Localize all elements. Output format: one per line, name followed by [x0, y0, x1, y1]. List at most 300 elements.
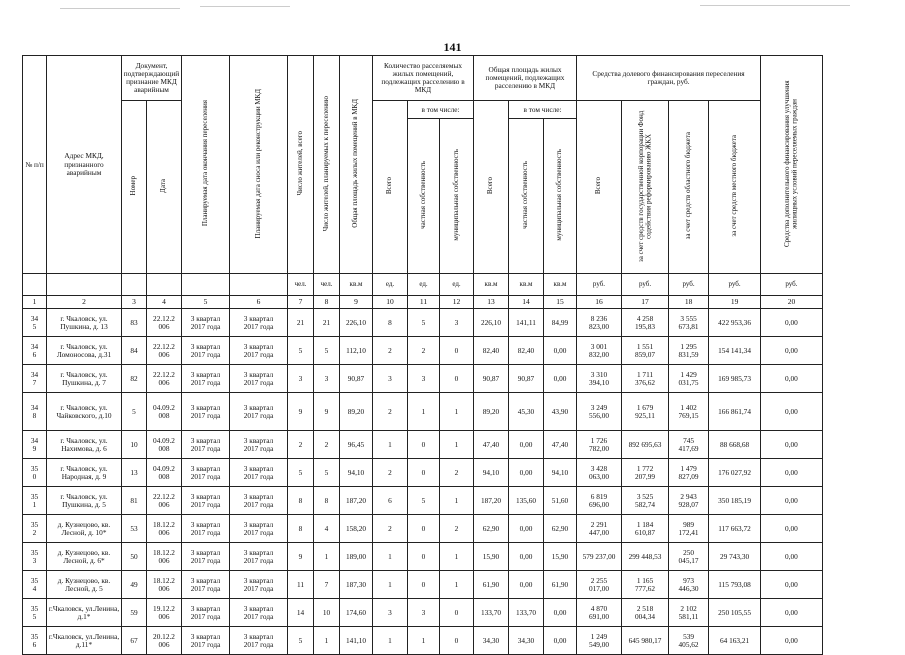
table-cell: 89,20 [340, 393, 373, 431]
col-number: 10 [373, 296, 408, 309]
unit-cell: кв.м [509, 274, 544, 296]
table-cell: 0,00 [761, 543, 823, 571]
table-cell: 83 [122, 309, 147, 337]
table-cell: 0,00 [761, 365, 823, 393]
table-cell: 2 102 581,11 [669, 599, 709, 627]
table-cell: 3 квартал 2017 года [182, 599, 230, 627]
table-row [23, 365, 823, 393]
table-cell: 45,30 [509, 393, 544, 431]
table-cell: 8 [314, 487, 340, 515]
header-doc-number: Номер [122, 101, 147, 274]
table-cell: 4 [314, 515, 340, 543]
header-no: № п/п [23, 56, 47, 274]
header-funds-region: за счет средств областного бюджета [669, 101, 709, 274]
table-cell: 4 258 195,83 [622, 309, 669, 337]
table-cell: 3 квартал 2017 года [182, 515, 230, 543]
col-number: 9 [340, 296, 373, 309]
table-cell: 0 [408, 571, 440, 599]
col-number: 1 [23, 296, 47, 309]
col-number: 20 [761, 296, 823, 309]
table-row [23, 543, 823, 571]
table-cell: 6 [373, 487, 408, 515]
table-cell: 973 446,30 [669, 571, 709, 599]
address-cell: г. Чкаловск, ул. Пушкина, д. 5 [47, 487, 122, 515]
table-cell: 89,20 [474, 393, 509, 431]
table-cell: 81 [122, 487, 147, 515]
unit-cell: руб. [761, 274, 823, 296]
scan-artifact [60, 8, 180, 9]
table-cell: 04.09.2 008 [147, 459, 182, 487]
table-cell: 1 [440, 543, 474, 571]
table-cell: 166 861,74 [709, 393, 761, 431]
table-cell: 0,00 [761, 393, 823, 431]
table-row [23, 515, 823, 543]
col-number: 7 [288, 296, 314, 309]
table-cell: 90,87 [340, 365, 373, 393]
table-cell: 1 679 925,11 [622, 393, 669, 431]
table-cell: 0 [408, 515, 440, 543]
table-cell: 3 [373, 599, 408, 627]
table-cell: 1 [314, 543, 340, 571]
page-number: 141 [443, 40, 462, 54]
table-cell: 8 236 823,00 [577, 309, 622, 337]
header-area-group: Общая площадь жилых помещений, подлежащих расселению в МКД [474, 56, 577, 101]
table-cell: 29 743,30 [709, 543, 761, 571]
table-cell: 0,00 [761, 309, 823, 337]
table-cell: 5 [288, 627, 314, 655]
table-cell: 2 [373, 459, 408, 487]
table-cell: 2 [408, 337, 440, 365]
table-cell: 2 943 928,07 [669, 487, 709, 515]
table-row [23, 309, 823, 337]
table-cell: 11 [288, 571, 314, 599]
table-cell: 62,90 [474, 515, 509, 543]
table-cell: 84,99 [544, 309, 577, 337]
table-cell: 88 668,68 [709, 431, 761, 459]
scan-artifact [200, 6, 290, 7]
header-funds-group: Средства долевого финансирования переселения граждан, руб. [577, 56, 761, 101]
table-cell: 3 525 582,74 [622, 487, 669, 515]
table-cell: 21 [288, 309, 314, 337]
table-cell: 135,60 [509, 487, 544, 515]
address-cell: г. Чкаловск, ул. Народная, д. 9 [47, 459, 122, 487]
table-cell: 22.12.2 006 [147, 365, 182, 393]
table-cell: 5 [288, 337, 314, 365]
header-address: Адрес МКД, признанного аварийным [47, 56, 122, 274]
table-cell: 82,40 [474, 337, 509, 365]
table-cell: 1 [314, 627, 340, 655]
table-cell: 34 6 [23, 337, 47, 365]
table-cell: 61,90 [474, 571, 509, 599]
units-row [23, 274, 823, 296]
col-number: 11 [408, 296, 440, 309]
col-number: 16 [577, 296, 622, 309]
table-cell: 2 [314, 431, 340, 459]
table-cell: 84 [122, 337, 147, 365]
table-cell: 989 172,41 [669, 515, 709, 543]
table-cell: 0,00 [509, 459, 544, 487]
table-cell: 35 5 [23, 599, 47, 627]
table-cell: 47,40 [544, 431, 577, 459]
col-number: 13 [474, 296, 509, 309]
table-cell: 5 [288, 459, 314, 487]
table-cell: 350 185,19 [709, 487, 761, 515]
table-cell: 3 [373, 365, 408, 393]
table-cell: 3 [408, 365, 440, 393]
unit-cell: кв.м [474, 274, 509, 296]
col-number: 5 [182, 296, 230, 309]
table-cell: 21 [314, 309, 340, 337]
table-cell: 0 [440, 365, 474, 393]
table-cell: 0 [408, 431, 440, 459]
table-cell: 34 5 [23, 309, 47, 337]
table-cell: 3 квартал 2017 года [230, 431, 288, 459]
table-cell: 0 [408, 543, 440, 571]
table-cell: 3 квартал 2017 года [182, 431, 230, 459]
table-cell: 5 [408, 309, 440, 337]
table-cell: 35 1 [23, 487, 47, 515]
address-cell: г. Чкаловск, ул. Пушкина, д. 7 [47, 365, 122, 393]
table-cell: 2 [373, 515, 408, 543]
table-cell: 0 [440, 337, 474, 365]
table-cell: 3 квартал 2017 года [230, 459, 288, 487]
table-cell: 1 [440, 487, 474, 515]
table-cell: 2 [440, 459, 474, 487]
table-row [23, 599, 823, 627]
table-row [23, 571, 823, 599]
unit-cell: чел. [288, 274, 314, 296]
table-cell: 0 [440, 627, 474, 655]
table-cell: 112,10 [340, 337, 373, 365]
table-cell: 13 [122, 459, 147, 487]
table-cell: 3 555 673,81 [669, 309, 709, 337]
table-cell: 90,87 [509, 365, 544, 393]
table-cell: 3 квартал 2017 года [182, 627, 230, 655]
table-cell: 59 [122, 599, 147, 627]
table-cell: 35 0 [23, 459, 47, 487]
header-rooms-municipal: муниципальная собственность [440, 119, 474, 274]
table-cell: 176 027,92 [709, 459, 761, 487]
table-cell: 8 [288, 515, 314, 543]
table-cell: 19.12.2 006 [147, 599, 182, 627]
table-cell: 15,90 [544, 543, 577, 571]
table-cell: 35 3 [23, 543, 47, 571]
table-cell: 133,70 [509, 599, 544, 627]
header-additional-funds: Средства дополнительного финансирования улучшения жилищных условий переселяемых граждан [761, 56, 823, 274]
unit-cell: руб. [622, 274, 669, 296]
col-number: 12 [440, 296, 474, 309]
header-rooms-incl: в том числе: [408, 101, 474, 119]
header-residents-resettled: Число жителей, планируемых к переселению [314, 56, 340, 274]
table-cell: 0,00 [761, 571, 823, 599]
table-cell: 1 402 769,15 [669, 393, 709, 431]
unit-cell: руб. [709, 274, 761, 296]
table-cell: 43,90 [544, 393, 577, 431]
table-cell: 96,45 [340, 431, 373, 459]
table-cell: 4 870 691,00 [577, 599, 622, 627]
table-cell: 1 165 777,62 [622, 571, 669, 599]
address-cell: г. Чкаловск, ул. Ломоносова, д.31 [47, 337, 122, 365]
table-cell: 34 9 [23, 431, 47, 459]
table-row [23, 393, 823, 431]
col-number: 2 [47, 296, 122, 309]
table-cell: 3 квартал 2017 года [182, 571, 230, 599]
table-cell: 0,00 [509, 571, 544, 599]
table-cell: 2 [440, 515, 474, 543]
table-cell: 745 417,69 [669, 431, 709, 459]
table-cell: 0,00 [509, 543, 544, 571]
table-cell: 3 249 556,00 [577, 393, 622, 431]
header-resettle-end: Планируемая дата окончания переселения [182, 56, 230, 274]
unit-cell: ед. [408, 274, 440, 296]
table-cell: 10 [314, 599, 340, 627]
table-cell: 34 7 [23, 365, 47, 393]
table-cell: 3 001 832,00 [577, 337, 622, 365]
table-cell: 0,00 [761, 459, 823, 487]
table-row [23, 487, 823, 515]
table-cell: 22.12.2 006 [147, 337, 182, 365]
table-cell: 1 [373, 431, 408, 459]
table-cell: 0 [408, 459, 440, 487]
table-cell: 64 163,21 [709, 627, 761, 655]
col-number: 18 [669, 296, 709, 309]
table-cell: 82 [122, 365, 147, 393]
unit-cell: чел. [314, 274, 340, 296]
table-cell: 169 985,73 [709, 365, 761, 393]
table-cell: 187,20 [340, 487, 373, 515]
col-number: 8 [314, 296, 340, 309]
table-cell: 3 310 394,10 [577, 365, 622, 393]
table-cell: 3 квартал 2017 года [230, 599, 288, 627]
table-cell: 62,90 [544, 515, 577, 543]
table-cell: 0,00 [544, 365, 577, 393]
table-cell: 1 295 831,59 [669, 337, 709, 365]
address-cell: г.Чкаловск, ул.Ленина, д.1* [47, 599, 122, 627]
table-cell: 422 953,36 [709, 309, 761, 337]
table-cell: 34,30 [474, 627, 509, 655]
column-numbers-row [23, 296, 823, 309]
table-cell: 20.12.2 006 [147, 627, 182, 655]
table-cell: 8 [288, 487, 314, 515]
table-cell: 1 [373, 571, 408, 599]
table-cell: 3 [314, 365, 340, 393]
header-doc-date: Дата [147, 101, 182, 274]
table-cell: 1 249 549,00 [577, 627, 622, 655]
table-cell: 90,87 [474, 365, 509, 393]
table-cell: 22.12.2 006 [147, 487, 182, 515]
table-cell: 645 980,17 [622, 627, 669, 655]
table-cell: 49 [122, 571, 147, 599]
table-cell: 0,00 [509, 515, 544, 543]
table-cell: 3 квартал 2017 года [230, 487, 288, 515]
header-demolition: Планируемая дата сноса или реконструкции МКД [230, 56, 288, 274]
table-cell: 18.12.2 006 [147, 543, 182, 571]
table-cell: 2 291 447,00 [577, 515, 622, 543]
table-cell: 47,40 [474, 431, 509, 459]
table-cell: 1 429 031,75 [669, 365, 709, 393]
table-cell: 2 518 004,34 [622, 599, 669, 627]
table-cell: 3 квартал 2017 года [182, 365, 230, 393]
table-cell: 3 квартал 2017 года [230, 365, 288, 393]
table-cell: 226,10 [474, 309, 509, 337]
table-cell: 0,00 [761, 515, 823, 543]
table-cell: 5 [314, 459, 340, 487]
table-row [23, 459, 823, 487]
address-cell: д. Кузнецово, кв. Лесной, д. 5 [47, 571, 122, 599]
table-cell: 35 4 [23, 571, 47, 599]
table-cell: 5 [408, 487, 440, 515]
table-cell: 6 819 696,00 [577, 487, 622, 515]
table-cell: 7 [314, 571, 340, 599]
table-cell: 35 2 [23, 515, 47, 543]
table-cell: 539 405,62 [669, 627, 709, 655]
col-number: 3 [122, 296, 147, 309]
table-cell: 250 045,17 [669, 543, 709, 571]
table-row [23, 431, 823, 459]
table-cell: 3 квартал 2017 года [230, 515, 288, 543]
address-cell: г. Чкаловск, ул. Чайковского, д.10 [47, 393, 122, 431]
table-cell: 3 квартал 2017 года [230, 393, 288, 431]
resettlement-table [22, 55, 823, 655]
table-cell: 5 [122, 393, 147, 431]
header-area-incl: в том числе: [509, 101, 577, 119]
table-cell: 1 726 782,00 [577, 431, 622, 459]
table-cell: 299 448,53 [622, 543, 669, 571]
header-rooms-group: Количество расселяемых жилых помещений, подлежащих расселению в МКД [373, 56, 474, 101]
table-cell: 10 [122, 431, 147, 459]
table-cell: 189,00 [340, 543, 373, 571]
table-cell: 1 [408, 627, 440, 655]
table-cell: 0 [440, 599, 474, 627]
table-cell: 3 [288, 365, 314, 393]
table-cell: 115 793,08 [709, 571, 761, 599]
table-cell: 3 квартал 2017 года [182, 337, 230, 365]
address-cell: г. Чкаловск, ул. Пушкина, д. 13 [47, 309, 122, 337]
table-cell: 2 [373, 393, 408, 431]
table-cell: 0,00 [761, 431, 823, 459]
unit-cell: ед. [440, 274, 474, 296]
table-cell: 0,00 [544, 599, 577, 627]
table-cell: 1 [373, 627, 408, 655]
table-cell: 1 551 859,07 [622, 337, 669, 365]
table-cell: 1 184 610,87 [622, 515, 669, 543]
scan-artifact [700, 5, 850, 6]
table-cell: 61,90 [544, 571, 577, 599]
address-cell: г.Чкаловск, ул.Ленина, д.11* [47, 627, 122, 655]
table-cell: 141,10 [340, 627, 373, 655]
table-cell: 18.12.2 006 [147, 515, 182, 543]
col-number: 14 [509, 296, 544, 309]
table-cell: 34 8 [23, 393, 47, 431]
table-cell: 3 квартал 2017 года [230, 309, 288, 337]
table-cell: 0,00 [761, 599, 823, 627]
table-cell: 1 772 207,99 [622, 459, 669, 487]
table-cell: 226,10 [340, 309, 373, 337]
table-body [23, 309, 823, 655]
table-cell: 94,10 [544, 459, 577, 487]
header-rooms-private: частная собственность [408, 119, 440, 274]
unit-cell: руб. [669, 274, 709, 296]
address-cell: г. Чкаловск, ул. Нахимова, д. 6 [47, 431, 122, 459]
table-cell: 3 квартал 2017 года [182, 459, 230, 487]
col-number: 4 [147, 296, 182, 309]
table-cell: 2 [373, 337, 408, 365]
table-cell: 0,00 [761, 337, 823, 365]
table-cell: 8 [373, 309, 408, 337]
table-cell: 82,40 [509, 337, 544, 365]
table-cell: 174,60 [340, 599, 373, 627]
table-cell: 3 квартал 2017 года [230, 627, 288, 655]
col-number: 17 [622, 296, 669, 309]
header-funds-total: Всего [577, 101, 622, 274]
table-cell: 3 квартал 2017 года [182, 543, 230, 571]
table-cell: 0,00 [761, 487, 823, 515]
table-cell: 133,70 [474, 599, 509, 627]
table-cell: 5 [314, 337, 340, 365]
table-cell: 1 [440, 393, 474, 431]
header-funds-fund: за счет средств государственной корпорации Фонд содействия реформированию ЖКХ [622, 101, 669, 274]
header-area-total: Всего [474, 101, 509, 274]
table-cell: 14 [288, 599, 314, 627]
table-cell: 141,11 [509, 309, 544, 337]
header-area-municipal: муниципальная собственность [544, 119, 577, 274]
table-cell: 3 квартал 2017 года [230, 543, 288, 571]
table-cell: 187,30 [340, 571, 373, 599]
header-rooms-total: Всего [373, 101, 408, 274]
unit-cell: руб. [577, 274, 622, 296]
table-cell: 50 [122, 543, 147, 571]
table-cell: 9 [288, 393, 314, 431]
table-cell: 3 квартал 2017 года [182, 393, 230, 431]
table-cell: 158,20 [340, 515, 373, 543]
table-cell: 15,90 [474, 543, 509, 571]
table-row [23, 337, 823, 365]
table-cell: 1 [440, 571, 474, 599]
table-cell: 0,00 [509, 431, 544, 459]
table-cell: 53 [122, 515, 147, 543]
header-document-group: Документ, подтверждающий признание МКД аварийным [122, 56, 182, 101]
table-cell: 18.12.2 006 [147, 571, 182, 599]
col-number: 15 [544, 296, 577, 309]
table-cell: 3 квартал 2017 года [230, 337, 288, 365]
table-cell: 187,20 [474, 487, 509, 515]
table-cell: 22.12.2 006 [147, 309, 182, 337]
table-cell: 67 [122, 627, 147, 655]
table-cell: 1 711 376,62 [622, 365, 669, 393]
table-cell: 94,10 [474, 459, 509, 487]
unit-cell: ед. [373, 274, 408, 296]
header-residents-total: Число жителей, всего [288, 56, 314, 274]
table-cell: 04.09.2 008 [147, 393, 182, 431]
table-row [23, 627, 823, 655]
header-total-area: Общая площадь жилых помещений в МКД [340, 56, 373, 274]
table-cell: 250 105,55 [709, 599, 761, 627]
table-cell: 3 [440, 309, 474, 337]
unit-cell: кв.м [340, 274, 373, 296]
table-cell: 34,30 [509, 627, 544, 655]
table-cell: 3 квартал 2017 года [182, 309, 230, 337]
col-number: 19 [709, 296, 761, 309]
table-cell: 1 479 827,09 [669, 459, 709, 487]
col-number: 6 [230, 296, 288, 309]
header-funds-local: за счет средств местного бюджета [709, 101, 761, 274]
table-cell: 1 [373, 543, 408, 571]
table-cell: 3 [408, 599, 440, 627]
table-cell: 3 428 063,00 [577, 459, 622, 487]
table-cell: 0,00 [544, 337, 577, 365]
table-cell: 9 [314, 393, 340, 431]
table-cell: 0,00 [544, 627, 577, 655]
